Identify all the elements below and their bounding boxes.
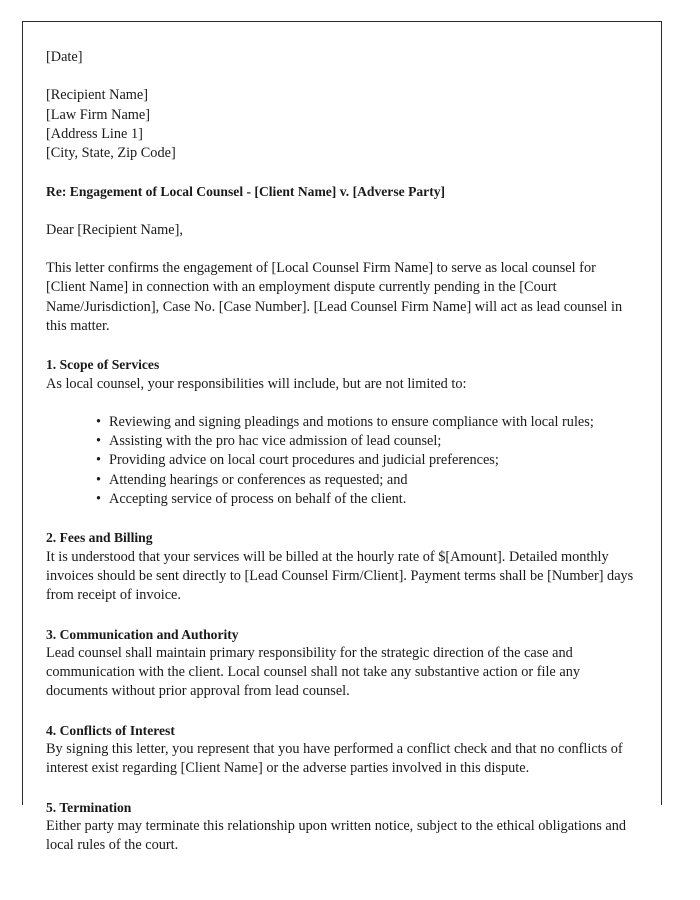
list-item-label: Accepting service of process on behalf of the client. — [109, 491, 407, 508]
list-item — [46, 413, 637, 432]
address-line-recipient-name: [Recipient Name] — [46, 87, 149, 104]
section-heading: 4. Conflicts of Interest — [46, 722, 175, 738]
address-line-firm-name: [Law Firm Name] — [46, 106, 151, 123]
document-page — [22, 21, 662, 854]
letter-content — [23, 22, 661, 856]
list-item-label: Reviewing and signing pleadings and motions to ensure compliance with local rules; — [109, 413, 594, 430]
list-item-label: Providing advice on local court procedures and judicial preferences; — [109, 452, 499, 469]
bullet-icon: • — [96, 471, 102, 488]
list-item-label: Assisting with the pro hac vice admission of lead counsel; — [109, 433, 442, 450]
list-item — [46, 471, 637, 490]
section-heading: 3. Communication and Authority — [46, 626, 239, 642]
bullet-icon: • — [96, 433, 102, 450]
salutation: Dear [Recipient Name], — [46, 221, 183, 238]
section-body: Either party may terminate this relationship upon written notice, subject to the ethical obligations and local rules of the court. — [46, 817, 627, 854]
section-body: It is understood that your services will be billed at the hourly rate of $[Amount]. Detailed monthly invoices should be sent directly to [Lead Counsel Firm/Client]. Payment terms shall be [Number] days from receipt of invoice. — [46, 548, 634, 604]
section-body: As local counsel, your responsibilities will include, but are not limited to: — [46, 375, 467, 392]
address-line-street: [Address Line 1] — [46, 125, 143, 142]
section-body: By signing this letter, you represent that you have performed a conflict check and that no conflicts of interest exist regarding [Client Name] or the adverse parties involved in this dispute. — [46, 741, 623, 777]
list-item-label: Attending hearings or conferences as requested; and — [109, 471, 408, 488]
section-conflicts-of-interest — [46, 721, 637, 779]
section-scope-of-services — [46, 355, 637, 509]
address-line-city-state-zip: [City, State, Zip Code] — [46, 145, 176, 162]
section-heading: 5. Termination — [46, 799, 132, 815]
recipient-address-block — [46, 86, 637, 163]
list-item — [46, 451, 637, 470]
section-fees-and-billing — [46, 528, 637, 605]
subject-line: Re: Engagement of Local Counsel - [Client Name] v. [Adverse Party] — [46, 184, 446, 200]
list-item — [46, 490, 637, 509]
bullet-icon: • — [96, 491, 102, 508]
list-item — [46, 432, 637, 451]
section-body: Lead counsel shall maintain primary responsibility for the strategic direction of the case and communication with the client. Local counsel shall not take any substantive action or file any documents without prior approval from lead counsel. — [46, 644, 580, 700]
scope-of-services-list — [46, 413, 637, 509]
bullet-icon: • — [96, 413, 102, 430]
section-communication-and-authority — [46, 625, 637, 702]
section-heading: 2. Fees and Billing — [46, 530, 153, 546]
section-termination — [46, 798, 637, 856]
intro-paragraph: This letter confirms the engagement of [Local Counsel Firm Name] to serve as local counsel for [Client Name] in connection with an employment dispute currently pending in the [Court Name/Jurisdiction], Case No. [Case Number]. [Lead Counsel Firm Name] will act as lead counsel in this matter. — [46, 260, 623, 334]
section-heading: 1. Scope of Services — [46, 357, 160, 373]
letter-date: [Date] — [46, 49, 83, 65]
bullet-icon: • — [96, 452, 102, 469]
